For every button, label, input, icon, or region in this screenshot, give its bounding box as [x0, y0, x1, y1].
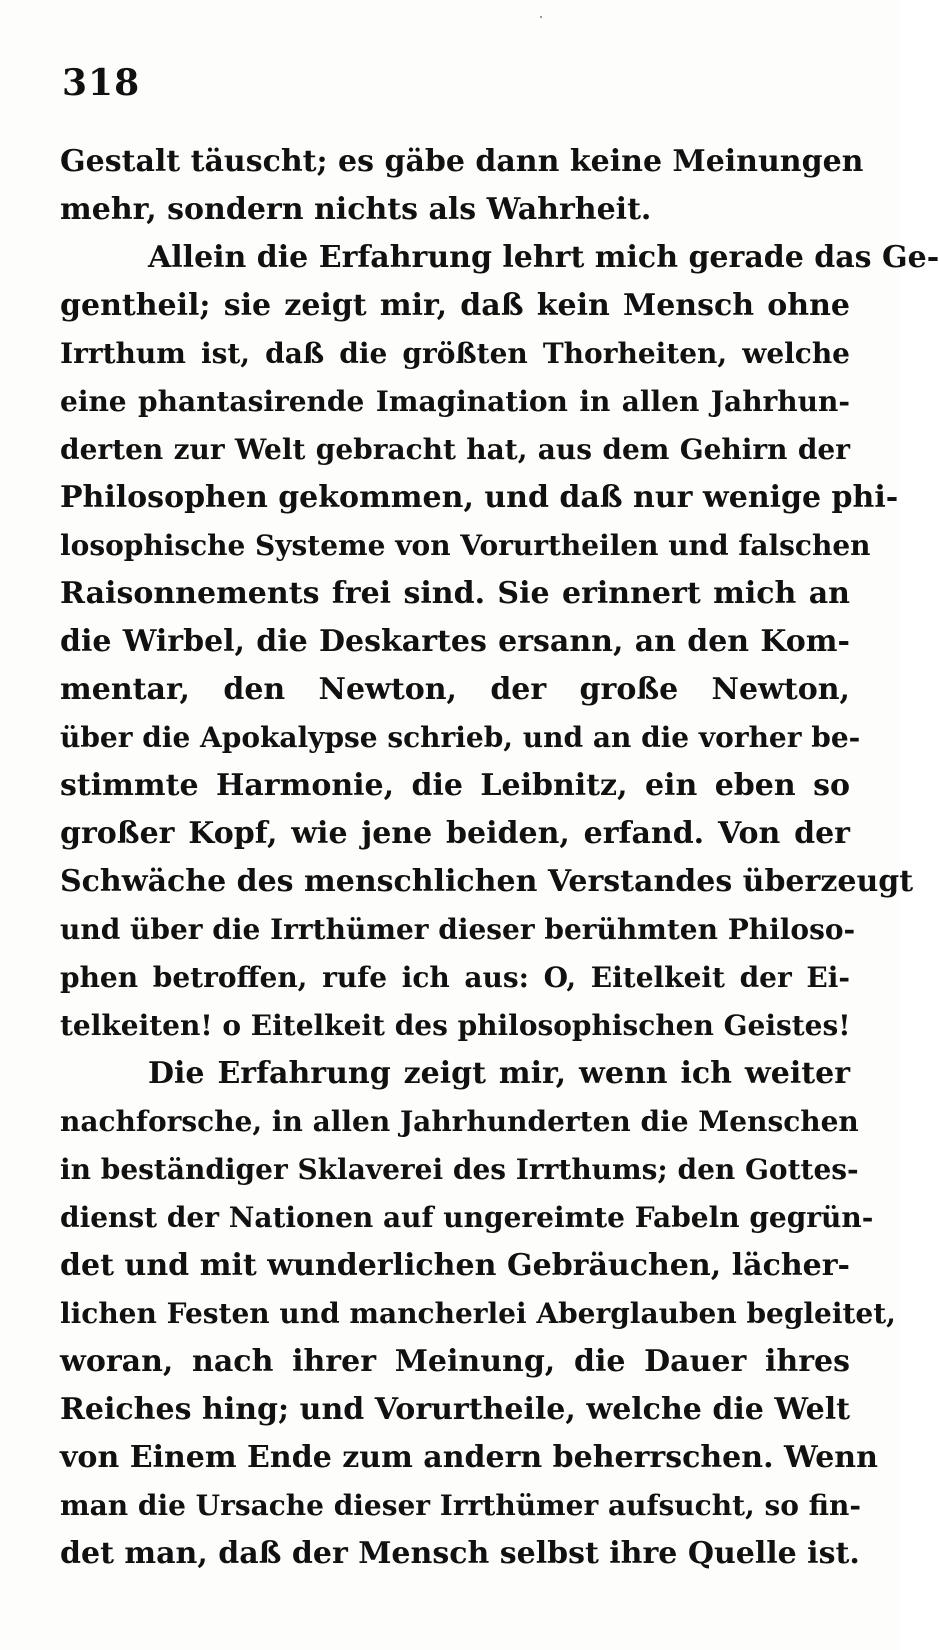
text-line: die Wirbel, die Deskartes ersann, an den Kom- [60, 624, 850, 659]
text-line: von Einem Ende zum andern beherrschen. Wenn [60, 1440, 878, 1475]
text-line: Irrthum ist, daß die größten Thorheiten, welche [60, 337, 850, 370]
text-line: großer Kopf, wie jene beiden, erfand. Von der [60, 816, 850, 851]
text-line: Reiches hing; und Vorurtheile, welche die Welt [60, 1392, 850, 1427]
body-text [60, 138, 939, 1578]
text-line: telkeiten! o Eitelkeit des philosophischen Geistes! [60, 1009, 851, 1042]
text-line: woran, nach ihrer Meinung, die Dauer ihres [60, 1344, 850, 1379]
text-line: det und mit wunderlichen Gebräuchen, lächer- [60, 1248, 850, 1283]
paragraph-start-line: Allein die Erfahrung lehrt mich gerade das Ge- [148, 240, 939, 275]
text-line: derten zur Welt gebracht hat, aus dem Gehirn der [60, 433, 850, 466]
ink-speck [540, 16, 542, 18]
text-line: Schwäche des menschlichen Verstandes überzeugt [60, 864, 914, 899]
page-number: 318 [62, 62, 141, 104]
text-line: Raisonnements frei sind. Sie erinnert mich an [60, 576, 850, 611]
text-line: nachforsche, in allen Jahrhunderten die Menschen [60, 1105, 859, 1138]
text-line: über die Apokalypse schrieb, und an die vorher be- [60, 721, 861, 754]
text-line: eine phantasirende Imagination in allen Jahrhun- [60, 385, 850, 418]
text-line: man die Ursache dieser Irrthümer aufsucht, so fin- [60, 1489, 862, 1522]
text-line: in beständiger Sklaverei des Irrthums; den Gottes- [60, 1153, 859, 1186]
text-line: losophische Systeme von Vorurtheilen und falschen [60, 529, 871, 562]
text-line: lichen Festen und mancherlei Aberglauben begleitet, [60, 1297, 896, 1330]
text-line: stimmte Harmonie, die Leibnitz, ein eben so [60, 768, 850, 803]
text-line: mentar, den Newton, der große Newton, [60, 672, 850, 707]
text-line: Philosophen gekommen, und daß nur wenige phi- [60, 480, 899, 515]
text-line: phen betroffen, rufe ich aus: O, Eitelkeit der Ei- [60, 961, 850, 994]
text-line: mehr, sondern nichts als Wahrheit. [60, 192, 652, 227]
text-line: und über die Irrthümer dieser berühmten Philoso- [60, 913, 856, 946]
text-line: det man, daß der Mensch selbst ihre Quelle ist. [60, 1536, 860, 1571]
text-line: dienst der Nationen auf ungereimte Fabeln gegrün- [60, 1201, 874, 1234]
text-line: Gestalt täuscht; es gäbe dann keine Meinungen [60, 144, 864, 179]
text-line: gentheil; sie zeigt mir, daß kein Mensch ohne [60, 288, 850, 323]
paragraph-start-line: Die Erfahrung zeigt mir, wenn ich weiter [148, 1056, 850, 1091]
